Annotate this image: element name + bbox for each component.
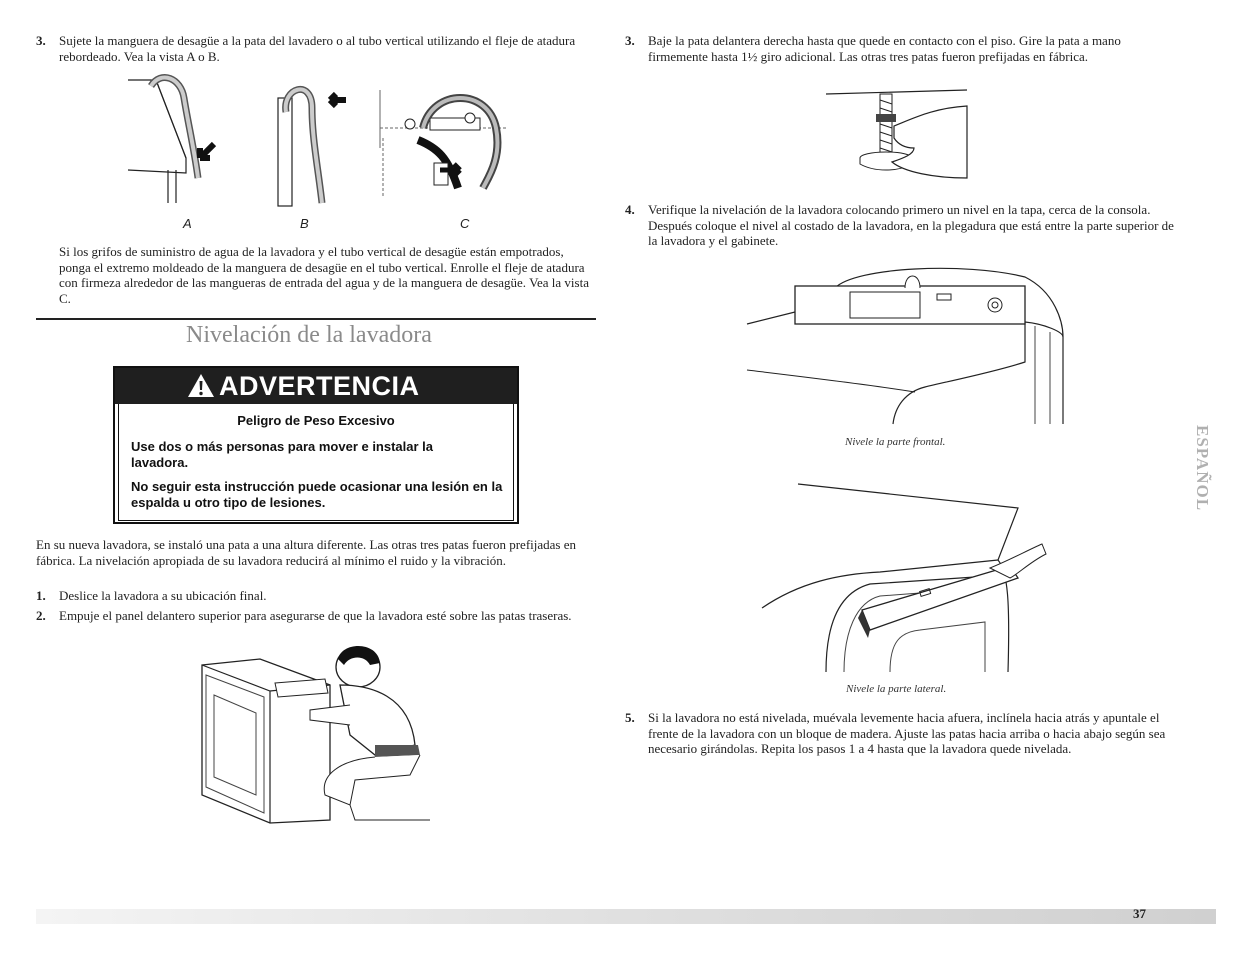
- step-text: Empuje el panel delantero superior para asegurarse de que la lavadora esté sobre las patas traseras.: [59, 608, 572, 623]
- warning-line-1: Use dos o más personas para mover e instalar la lavadora.: [131, 439, 434, 470]
- step-text: Sujete la manguera de desagüe a la pata del lavadero o al tubo vertical utilizando el fleje de atadura rebordeado. Vea la vista A o B.: [59, 33, 576, 64]
- view-label-b: B: [300, 216, 309, 231]
- warning-word: ADVERTENCIA: [219, 371, 420, 401]
- step-text: Baje la pata delantera derecha hasta que quede en contacto con el piso. Gire la pata a mano firmemente hasta 1½ giro adicional. Las otras tres patas fueron prefijadas en fábrica.: [648, 33, 1121, 64]
- level-side-illustration: [760, 482, 1050, 677]
- step-text: Deslice la lavadora a su ubicación final.: [59, 588, 267, 603]
- warning-header: [115, 368, 517, 404]
- leveling-foot-illustration: [824, 88, 969, 188]
- warning-box: [113, 366, 519, 524]
- view-c-illustration: [378, 88, 508, 198]
- section-title: Nivelación de la lavadora: [186, 322, 432, 348]
- left-para-view-c: Si los grifos de suministro de agua de la lavadora y el tubo vertical de desagüe están empotrados, ponga el extremo moldeado de la manguera de desagüe en el tubo vertical. Enrolle el fleje de atadura con firmeza alrededor de las mangueras de entrada del agua y de la manguera de desagüe. Vea la vista C.: [59, 244, 589, 306]
- step-number: 3.: [625, 33, 635, 48]
- view-label-a: A: [183, 216, 192, 231]
- view-b-illustration: [272, 78, 352, 208]
- caption-level-side: Nivele la parte lateral.: [846, 683, 947, 695]
- page-number: 37: [1133, 906, 1146, 921]
- language-side-tab: [1184, 425, 1224, 525]
- footer-bar: [36, 909, 1216, 924]
- step-text: Si la lavadora no está nivelada, muévala levemente hacia afuera, inclínela hacia atrás y apuntale el frente de la lavadora con un bloque de madera. Ajuste las patas hacia arriba o hacia abajo según sea necesario girándolas. Repita los pasos 1 a 4 hasta que la lavadora quede nivelada.: [648, 710, 1166, 756]
- language-label: ESPAÑOL: [1193, 425, 1212, 512]
- step-number: 3.: [36, 33, 46, 48]
- push-washer-illustration: [200, 645, 435, 825]
- caption-level-front: Nivele la parte frontal.: [845, 436, 946, 448]
- step-number: 4.: [625, 202, 635, 217]
- warning-line-2: No seguir esta instrucción puede ocasionar una lesión en la espalda u otro tipo de lesiones.: [131, 479, 503, 510]
- warning-triangle-icon: [187, 373, 215, 398]
- left-intro: En su nueva lavadora, se instaló una pata a una altura diferente. Las otras tres patas fueron prefijadas en fábrica. La nivelación apropiada de su lavadora reducirá al mínimo el ruido y la vibración.: [36, 537, 577, 568]
- view-label-c: C: [460, 216, 470, 231]
- step-text: Verifique la nivelación de la lavadora colocando primero un nivel en la tapa, cerca de la consola. Después coloque el nivel al costado de la lavadora, en la plegadura que está entre la parte superior de la lavadora y el gabinete.: [648, 202, 1174, 248]
- step-number: 2.: [36, 608, 46, 623]
- section-divider: [36, 318, 596, 320]
- step-number: 1.: [36, 588, 46, 603]
- step-number: 5.: [625, 710, 635, 725]
- level-front-illustration: [745, 262, 1065, 427]
- warning-title: Peligro de Peso Excesivo: [237, 413, 395, 428]
- warning-body: [118, 404, 514, 521]
- view-a-illustration: [126, 78, 226, 208]
